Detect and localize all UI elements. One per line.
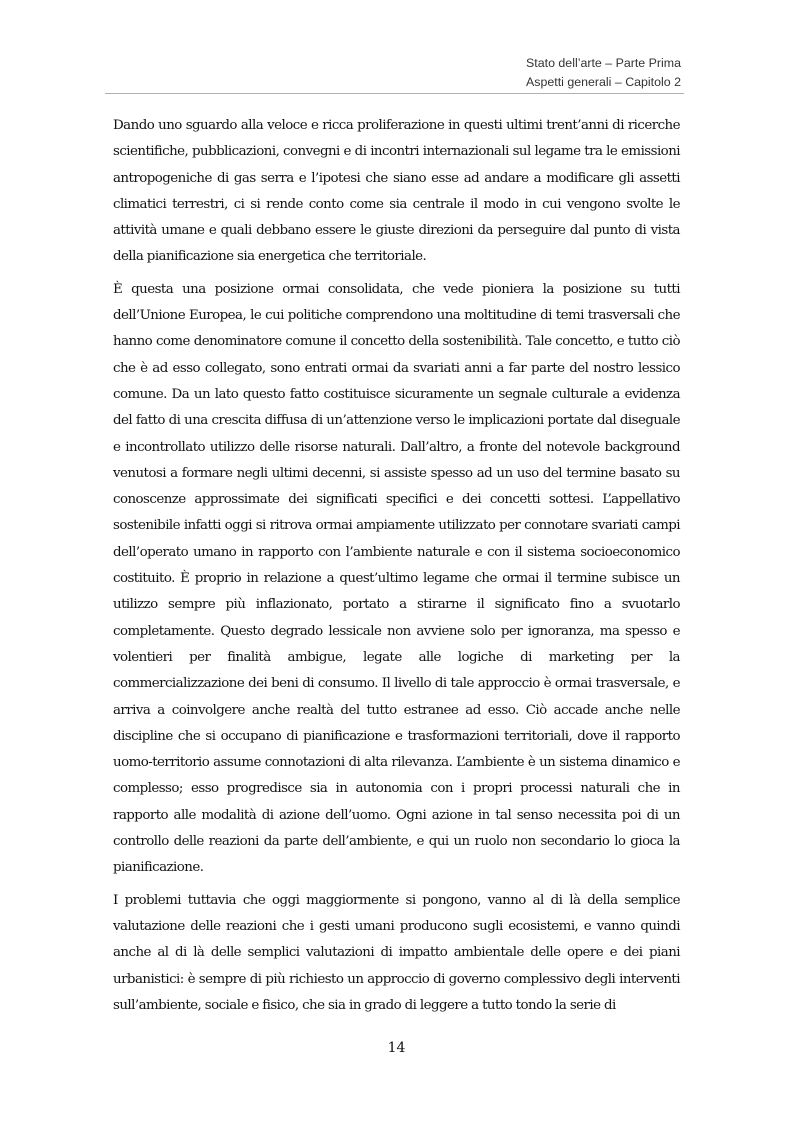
header-divider xyxy=(105,93,684,94)
header-part-title: Stato dell’arte – Parte Prima xyxy=(526,56,681,70)
body-text xyxy=(113,113,680,1025)
paragraph: È questa una posizione ormai consolidata, che vede pioniera la posizione su tutti dell’Unione Europea, le cui politiche comprendono una moltitudine di temi trasversali che hanno come denominatore comune il concetto della sostenibilità. Tale concetto, e tutto ciò che è ad esso collegato, sono entrati ormai da svariati anni a far parte del nostro lessico comune. Da un lato questo fatto costituisce sicuramente un segnale culturale a evidenza del fatto di una crescita diffusa di un’attenzione verso le implicazioni portate dal diseguale e incontrollato utilizzo delle risorse naturali. Dall’altro, a fronte del notevole background venutosi a formare negli ultimi decenni, si assiste spesso ad un uso del termine basato su conoscenze approssimate dei significati specifici e dei concetti sottesi. L’appellativo sostenibile infatti oggi si ritrova ormai ampiamente utilizzato per connotare svariati campi dell’operato umano in rapporto con l’ambiente naturale e con il sistema socioeconomico costituito. È proprio in relazione a quest’ultimo legame che ormai il termine subisce un utilizzo sempre più inflazionato, portato a stirarne il significato fino a svuotarlo completamente. Questo degrado lessicale non avviene solo per ignoranza, ma spesso e volentieri per finalità ambigue, legate alle logiche di marketing per la commercializzazione dei beni di consumo. Il livello di tale approccio è ormai trasversale, e arriva a coinvolgere anche realtà del tutto estranee ad esso. Ciò accade anche nelle discipline che si occupano di pianificazione e trasformazioni territoriali, dove il rapporto uomo-territorio assume connotazioni di alta rilevanza. L’ambiente è un sistema dinamico e complesso; esso progredisce sia in autonomia con i propri processi naturali che in rapporto alle modalità di azione dell’uomo. Ogni azione in tal senso necessita poi di un controllo delle reazioni da parte dell’ambiente, e qui un ruolo non secondario lo gioca la pianificazione. xyxy=(113,281,680,876)
paragraph: Dando uno sguardo alla veloce e ricca proliferazione in questi ultimi trent’anni di ricerche scientifiche, pubblicazioni, convegni e di incontri internazionali sul legame tra le emissioni antropogeniche di gas serra e l’ipotesi che siano esse ad andare a modificare gli assetti climatici terrestri, ci si rende conto come sia centrale il modo in cui vengono svolte le attività umane e quali debbano essere le giuste direzioni da perseguire dal punto di vista della pianificazione sia energetica che territoriale. xyxy=(113,118,680,265)
page-number: 14 xyxy=(387,1040,406,1056)
running-header xyxy=(281,54,681,92)
header-chapter-title: Aspetti generali – Capitolo 2 xyxy=(526,75,681,89)
paragraph: I problemi tuttavia che oggi maggiormente si pongono, vanno al di là della semplice valutazione delle reazioni che i gesti umani producono sugli ecosistemi, e vanno quindi anche al di là delle semplici valutazioni di impatto ambientale delle opere e dei piani urbanistici: è sempre di più richiesto un approccio di governo complessivo degli interventi sull’ambiente, sociale e fisico, che sia in grado di leggere a tutto tondo la serie di xyxy=(113,892,680,1013)
